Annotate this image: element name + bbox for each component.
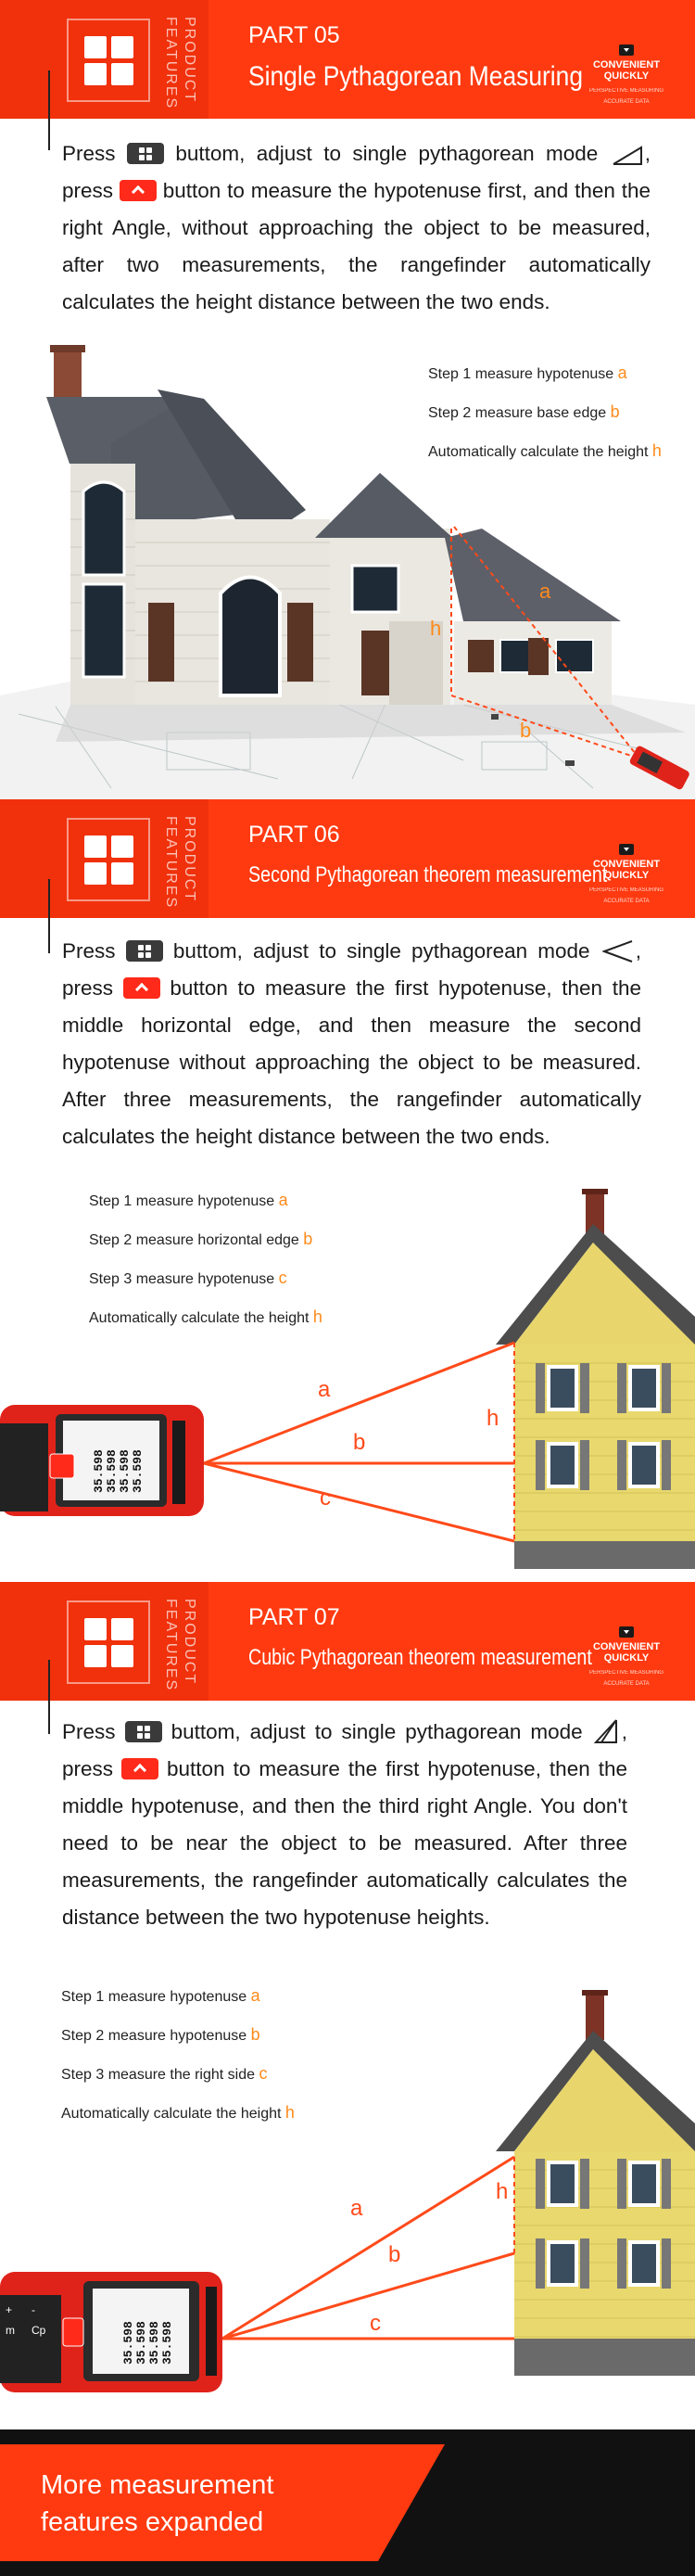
instruction-paragraph: [62, 1714, 627, 1936]
label-h: h: [486, 1406, 499, 1431]
press-text: Press: [62, 939, 116, 963]
step-item: Step 1 measure hypotenuse a: [61, 1986, 260, 2005]
part-number: PART 07: [248, 1604, 340, 1630]
mode-tail: ,: [621, 1720, 627, 1743]
step-item: Automatically calculate the height h: [61, 2103, 295, 2122]
screen-line: 35.598: [134, 2321, 148, 2365]
screen-line: 35.598: [121, 2321, 135, 2365]
accent-line: [48, 879, 50, 953]
vlabel-line1: PRODUCT: [182, 816, 197, 903]
vlabel-line2: FEATURES: [163, 17, 179, 110]
mode-text: buttom, adjust to single pythagorean mode: [175, 142, 599, 165]
press2-text: press: [62, 976, 114, 1000]
section-banner-05: [0, 0, 695, 119]
chevron-down-icon: [619, 1626, 634, 1638]
device-screen: [93, 1419, 145, 1493]
part-number: PART 06: [248, 822, 340, 848]
step-item: Step 3 measure hypotenuse c: [89, 1269, 287, 1287]
body-text: button to measure the hypotenuse first, and then the right Angle, without approaching the object to be measured, after two measurements, the rangefinder automatically calculates the height distance between the two ends.: [62, 179, 651, 313]
mode-button-icon: [127, 143, 164, 164]
measure-button-icon: [121, 1758, 158, 1779]
footer-banner: [0, 2429, 695, 2576]
steps-list: [89, 1181, 322, 1337]
press2-text: press: [62, 1757, 114, 1780]
grid-icon: [84, 835, 133, 885]
product-features-label: [162, 17, 216, 110]
key-m: m: [6, 2324, 15, 2337]
second-pythagorean-mode-icon: [602, 939, 634, 963]
house-scene-05: [0, 343, 695, 799]
mode-text: buttom, adjust to single pythagorean mode: [172, 939, 590, 963]
label-a: a: [350, 2196, 363, 2221]
screen-line: 35.598: [92, 1449, 106, 1493]
convenient-small: PERSPECTIVE MEASURING ACCURATE DATA: [588, 88, 663, 105]
convenient-small: PERSPECTIVE MEASURING ACCURATE DATA: [588, 887, 663, 904]
steps-list: [61, 1977, 295, 2133]
convenient-badge: [586, 844, 667, 907]
press2-text: press: [62, 179, 114, 202]
logo-box: [67, 1600, 150, 1684]
screen-line: 35.598: [131, 1449, 145, 1493]
section-title: Second Pythagorean theorem measurement: [248, 862, 608, 887]
screen-line: 35.598: [160, 2321, 174, 2365]
key-plus: +: [6, 2303, 13, 2316]
footer-text: [41, 2467, 273, 2541]
grid-icon: [84, 36, 133, 85]
house-scene-06: [0, 1178, 695, 1576]
accent-line: [48, 70, 50, 150]
convenient-text: CONVENIENT QUICKLY: [592, 59, 661, 82]
label-h: h: [496, 2179, 509, 2204]
accent-line: [48, 1660, 50, 1734]
product-features-label: [162, 1599, 216, 1692]
mode-button-icon: [126, 940, 163, 962]
label-b: b: [353, 1430, 366, 1455]
step-item: Step 2 measure horizontal edge b: [89, 1230, 313, 1248]
section-banner-07: [0, 1582, 695, 1701]
section-banner-06: [0, 799, 695, 918]
label-c: c: [320, 1486, 331, 1511]
mode-tail: ,: [644, 142, 651, 165]
step-item: Step 2 measure base edge b: [428, 402, 620, 421]
screen-line: 35.598: [118, 1449, 132, 1493]
label-b: b: [520, 719, 532, 742]
grid-icon: [84, 1618, 133, 1667]
screen-line: 35.598: [147, 2321, 161, 2365]
measure-button-icon: [123, 977, 160, 999]
label-h: h: [430, 617, 442, 640]
cubic-pythagorean-mode-icon: [594, 1718, 620, 1744]
logo-box: [67, 818, 150, 901]
screen-line: 35.598: [105, 1449, 119, 1493]
section-title: Cubic Pythagorean theorem measurement: [248, 1645, 592, 1670]
logo-box: [67, 19, 150, 102]
step-item: Automatically calculate the height h: [428, 441, 662, 460]
body-text: button to measure the first hypotenuse, then the middle horizontal edge, and then measure the second hypotenuse without approaching the object to be measured. After three measurements, the rangefinder automatically calculates the height distance between the two ends.: [62, 976, 641, 1148]
convenient-text: CONVENIENT QUICKLY: [592, 1641, 661, 1664]
chevron-down-icon: [619, 45, 634, 56]
convenient-badge: [586, 1626, 667, 1690]
mode-tail: ,: [635, 939, 641, 963]
vlabel-line1: PRODUCT: [182, 17, 197, 104]
instruction-paragraph: [62, 933, 641, 1155]
step-item: Step 3 measure the right side c: [61, 2064, 268, 2083]
measure-button-icon: [120, 180, 157, 201]
device-screen: [122, 2290, 174, 2365]
footer-line2: features expanded: [41, 2507, 264, 2537]
vlabel-line2: FEATURES: [163, 816, 179, 910]
label-a: a: [318, 1377, 331, 1402]
section-title: Single Pythagorean Measuring: [248, 61, 584, 92]
convenient-text: CONVENIENT QUICKLY: [592, 859, 661, 881]
vlabel-line1: PRODUCT: [182, 1599, 197, 1686]
convenient-badge: [586, 45, 667, 108]
label-b: b: [388, 2242, 401, 2267]
key-minus: -: [32, 2303, 35, 2316]
step-item: Step 2 measure hypotenuse b: [61, 2025, 260, 2044]
mode-text: buttom, adjust to single pythagorean mode: [171, 1720, 583, 1743]
key-cp: Cp: [32, 2324, 46, 2337]
part-number: PART 05: [248, 22, 340, 48]
product-features-label: [162, 816, 216, 910]
footer-line1: More measurement: [41, 2470, 274, 2500]
mode-button-icon: [125, 1721, 162, 1742]
step-item: Automatically calculate the height h: [89, 1307, 322, 1326]
house-scene-07: [0, 1975, 695, 2429]
press-text: Press: [62, 1720, 116, 1743]
step-item: Step 1 measure hypotenuse a: [428, 363, 627, 382]
step-item: Step 1 measure hypotenuse a: [89, 1191, 288, 1209]
device-keys: [6, 2300, 57, 2340]
press-text: Press: [62, 142, 116, 165]
chevron-down-icon: [619, 844, 634, 855]
convenient-small: PERSPECTIVE MEASURING ACCURATE DATA: [588, 1670, 663, 1687]
label-c: c: [370, 2311, 381, 2336]
label-a: a: [539, 580, 551, 603]
body-text: button to measure the first hypotenuse, then the middle hypotenuse, and then the third right Angle. You don't need to be near the object to be measured. After three measurements, the rangefinder automatically calculates the distance between the two hypotenuse heights.: [62, 1757, 627, 1929]
single-pythagorean-mode-icon: [612, 146, 643, 166]
vlabel-line2: FEATURES: [163, 1599, 179, 1692]
instruction-paragraph: [62, 135, 651, 321]
steps-list: [428, 354, 662, 471]
